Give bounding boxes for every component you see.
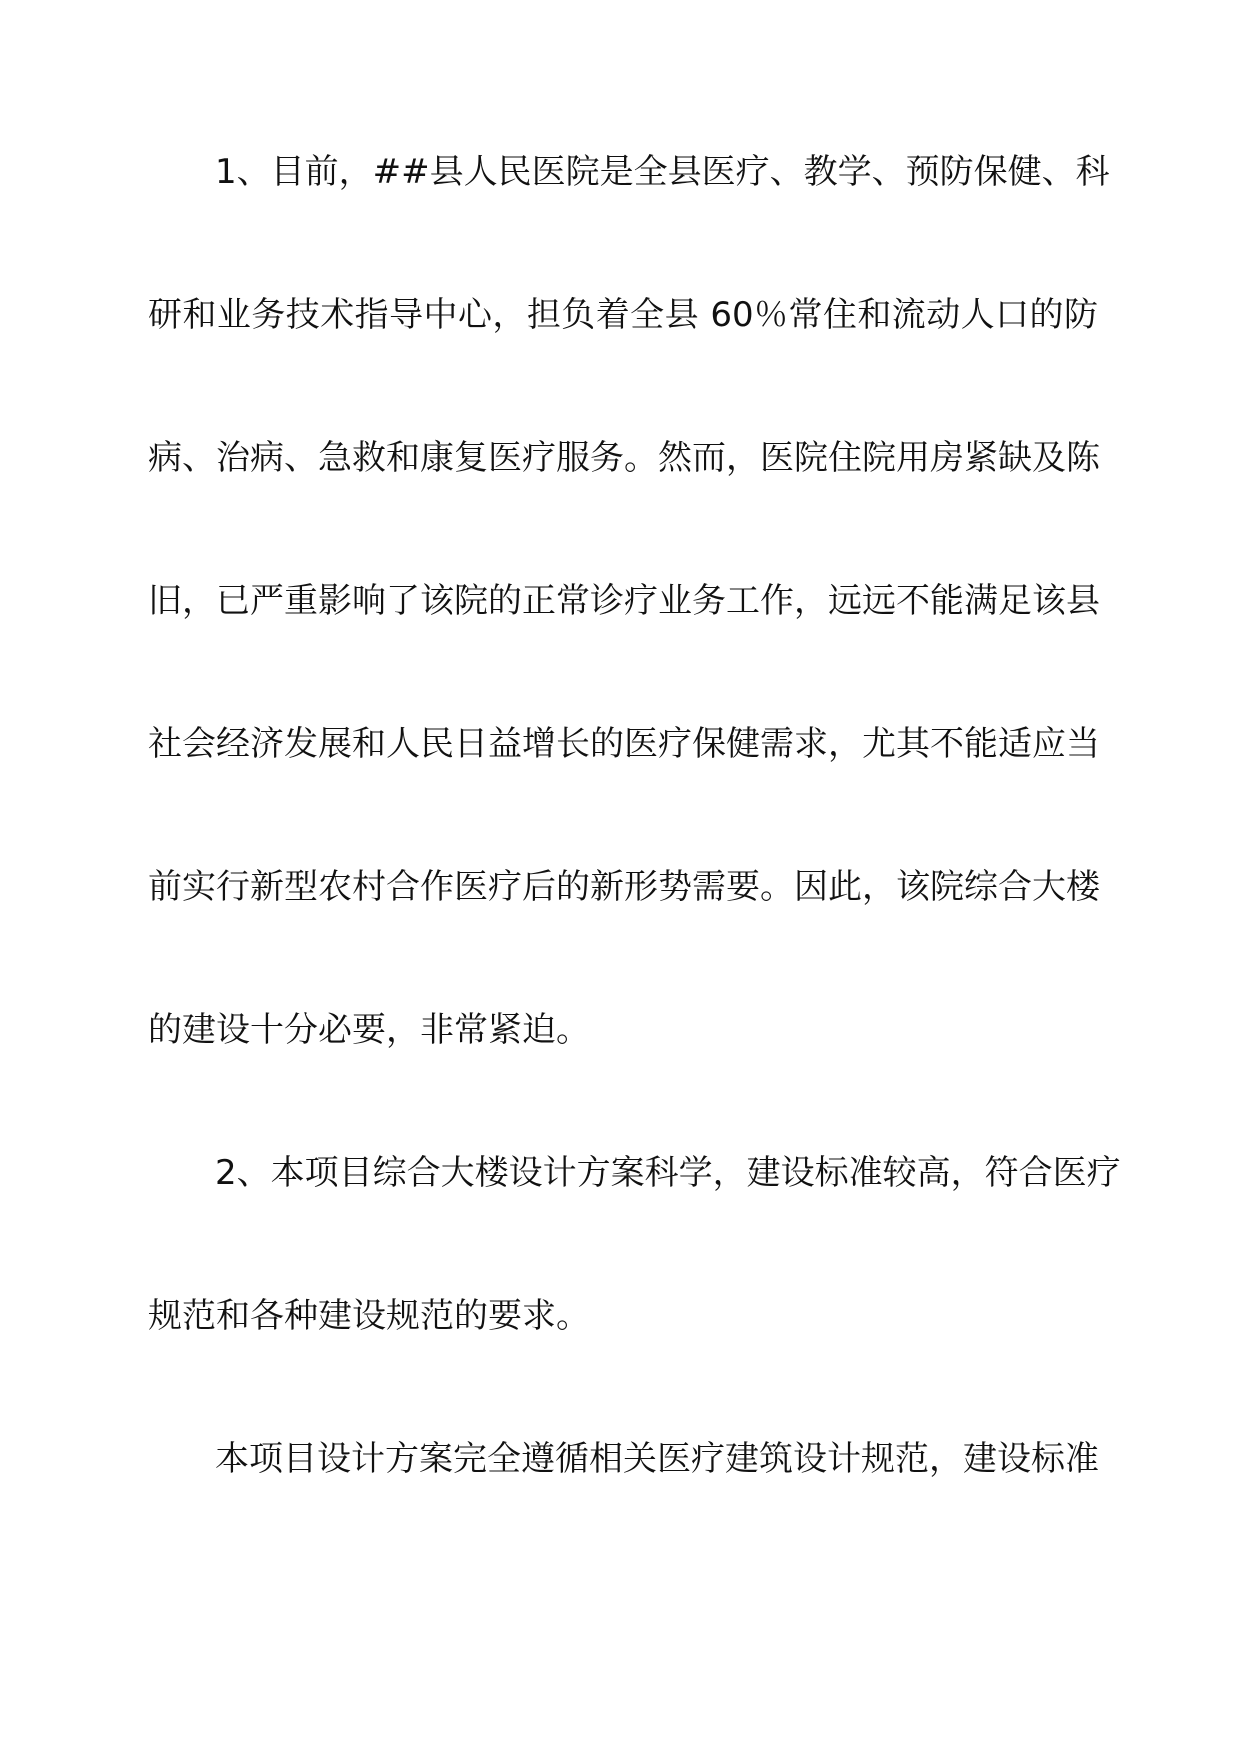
paragraph-1-line-7: 的建设十分必要，非常紧迫。 — [148, 1010, 590, 1050]
paragraph-1-line-5: 社会经济发展和人民日益增长的医疗保健需求，尤其不能适应当 — [148, 724, 1100, 764]
paragraph-1-line-3: 病、治病、急救和康复医疗服务。然而，医院住院用房紧缺及陈 — [148, 438, 1100, 478]
paragraph-2-line-2: 规范和各种建设规范的要求。 — [148, 1296, 590, 1336]
paragraph-1-line-6: 前实行新型农村合作医疗后的新形势需要。因此，该院综合大楼 — [148, 867, 1100, 907]
paragraph-2-line-1: 2、本项目综合大楼设计方案科学，建设标准较高，符合医疗 — [215, 1153, 1121, 1193]
paragraph-1-line-1: 1、目前，##县人民医院是全县医疗、教学、预防保健、科 — [215, 152, 1110, 192]
paragraph-3-line-1: 本项目设计方案完全遵循相关医疗建筑设计规范，建设标准 — [215, 1439, 1099, 1479]
paragraph-1-line-4: 旧，已严重影响了该院的正常诊疗业务工作，远远不能满足该县 — [148, 581, 1100, 621]
paragraph-1-line-2: 研和业务技术指导中心，担负着全县 60％常住和流动人口的防 — [148, 295, 1098, 335]
